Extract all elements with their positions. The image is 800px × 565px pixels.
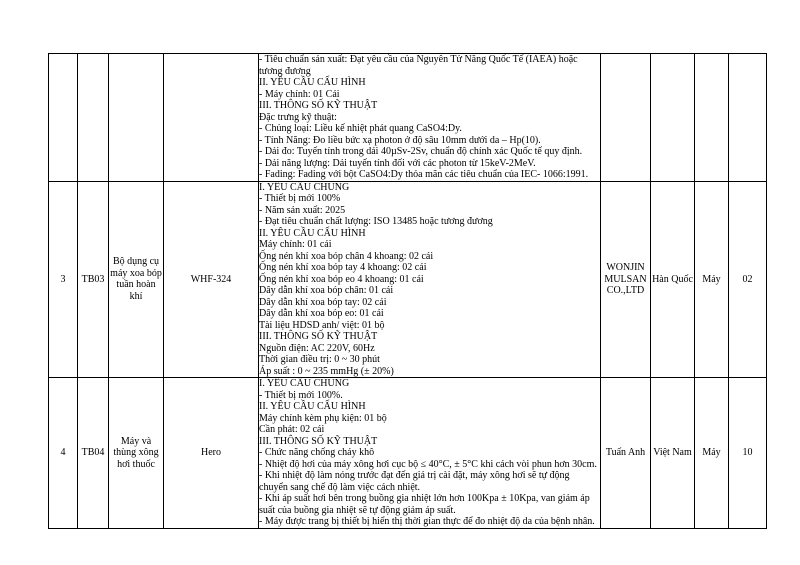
- spec-line: - Máy chính: 01 Cái: [259, 88, 340, 100]
- manufacturer-cell: WONJIN MULSAN CO.,LTD: [601, 181, 651, 378]
- model-cell: [164, 54, 259, 182]
- country-cell: Hàn Quốc: [651, 181, 695, 378]
- specs-text: [259, 378, 600, 528]
- stt-cell: 4: [49, 378, 78, 529]
- code-cell: TB03: [78, 181, 109, 378]
- spec-line: I. YÊU CẦU CHUNG: [259, 181, 350, 193]
- specs-cell: [259, 181, 601, 378]
- spec-line: III. THÔNG SỐ KỸ THUẬT: [259, 331, 378, 342]
- spec-line: - Thiết bị mới 100%: [259, 193, 341, 204]
- spec-line: Máy chính: 01 cái: [259, 239, 332, 250]
- spec-line: Áp suất : 0 ~ 235 mmHg (± 20%): [259, 365, 394, 377]
- specs-text: [259, 54, 600, 181]
- spec-line: - Fading: Fading với bột CaSO4:Dy thỏa mãn các tiêu chuẩn của IEC- 1066:1991.: [259, 169, 589, 180]
- spec-line: Máy chính kèm phụ kiện: 01 bộ: [259, 412, 387, 424]
- table-row: [49, 378, 767, 529]
- spec-line: Ống nén khí xoa bóp tay 4 khoang: 02 cái: [259, 262, 427, 273]
- equipment-spec-table: [48, 53, 767, 529]
- spec-line: III. THÔNG SỐ KỸ THUẬT: [259, 435, 378, 447]
- spec-line: - Dải năng lượng: Dải tuyến tính đối với các photon từ 15keV-2MeV.: [259, 157, 536, 169]
- quantity-cell: 10: [729, 378, 767, 529]
- model-cell: WHF-324: [164, 181, 259, 378]
- spec-line: - Khi áp suất hơi bên trong buồng gia nhiệt lớn hơn 100Kpa ± 10Kpa, van giảm áp suất của buồng gia nhiệt sẽ tự động giảm áp suất.: [259, 493, 590, 516]
- country-cell: [651, 54, 695, 182]
- spec-line: - Khi nhiệt độ làm nóng trước đạt đến giá trị cài đặt, máy xông hơi sẽ tự động chuyển sang chế độ làm việc cách nhiệt.: [259, 470, 570, 493]
- spec-line: II. YÊU CẦU CẤU HÌNH: [259, 227, 366, 239]
- spec-line: II. YÊU CẦU CẤU HÌNH: [259, 77, 366, 88]
- spec-line: - Chủng loại: Liều kế nhiệt phát quang CaSO4:Dy.: [259, 123, 462, 134]
- model-cell: Hero: [164, 378, 259, 529]
- spec-line: Đặc trưng kỹ thuật:: [259, 111, 337, 123]
- spec-line: Thời gian điều trị: 0 ~ 30 phút: [259, 354, 380, 365]
- spec-line: - Đạt tiêu chuẩn chất lượng: ISO 13485 hoặc tương đương: [259, 216, 493, 227]
- spec-line: - Tiêu chuẩn sản xuất: Đạt yêu cầu của Nguyên Tử Năng Quốc Tế (IAEA) hoặc tương đương: [259, 54, 578, 77]
- manufacturer-cell: Tuấn Anh: [601, 378, 651, 529]
- stt-cell: 3: [49, 181, 78, 378]
- spec-line: - Năm sản xuất: 2025: [259, 204, 346, 216]
- spec-line: - Tính Năng: Đo liều bức xạ photon ở độ sâu 10mm dưới da – Hp(10).: [259, 134, 541, 146]
- unit-cell: [695, 54, 729, 182]
- unit-cell: Máy: [695, 378, 729, 529]
- specs-text: [259, 182, 600, 378]
- name-cell: [109, 54, 164, 182]
- spec-line: - Dải đo: Tuyến tính trong dải 40µSv-2Sv, chuẩn độ chính xác Quốc tế quy định.: [259, 146, 583, 157]
- spec-line: Ống nén khí xoa bóp chân 4 khoang: 02 cái: [259, 250, 434, 262]
- manufacturer-cell: [601, 54, 651, 182]
- spec-line: Tài liệu HDSD anh/ việt: 01 bộ: [259, 319, 385, 331]
- spec-line: - Thiết bị mới 100%.: [259, 389, 343, 401]
- quantity-cell: 02: [729, 181, 767, 378]
- spec-line: Cần phát: 02 cái: [259, 424, 325, 435]
- spec-line: - Nhiệt độ hơi của máy xông hơi cục bộ ≤ 40°C, ± 5°C khi cách vòi phun hơn 30cm.: [259, 458, 597, 470]
- spec-line: Dây dẫn khí xoa bóp chân: 01 cái: [259, 285, 394, 296]
- unit-cell: Máy: [695, 181, 729, 378]
- table-row: [49, 181, 767, 378]
- spec-line: Nguồn điện: AC 220V, 60Hz: [259, 342, 375, 354]
- spec-line: II. YÊU CẦU CẤU HÌNH: [259, 401, 366, 412]
- spec-line: I. YÊU CẦU CHUNG: [259, 378, 350, 389]
- spec-line: Dây dẫn khí xoa bóp eo: 01 cái: [259, 308, 384, 319]
- spec-line: - Chức năng chống cháy khô: [259, 447, 375, 458]
- country-cell: Việt Nam: [651, 378, 695, 529]
- quantity-cell: [729, 54, 767, 182]
- stt-cell: [49, 54, 78, 182]
- name-cell: Máy và thùng xông hơi thuốc: [109, 378, 164, 529]
- spec-line: Ống nén khí xoa bóp eo 4 khoang: 01 cái: [259, 273, 424, 285]
- code-cell: [78, 54, 109, 182]
- specs-cell: [259, 378, 601, 529]
- spec-line: Dây dẫn khí xoa bóp tay: 02 cái: [259, 296, 387, 308]
- spec-line: - Máy được trang bị thiết bị hiển thị thời gian thực để đo nhiệt độ da của bệnh nhân.: [259, 516, 595, 527]
- spec-line: III. THÔNG SỐ KỸ THUẬT: [259, 100, 378, 111]
- specs-cell: [259, 54, 601, 182]
- code-cell: TB04: [78, 378, 109, 529]
- table-row: [49, 54, 767, 182]
- name-cell: Bộ dụng cụ máy xoa bóp tuần hoàn khí: [109, 181, 164, 378]
